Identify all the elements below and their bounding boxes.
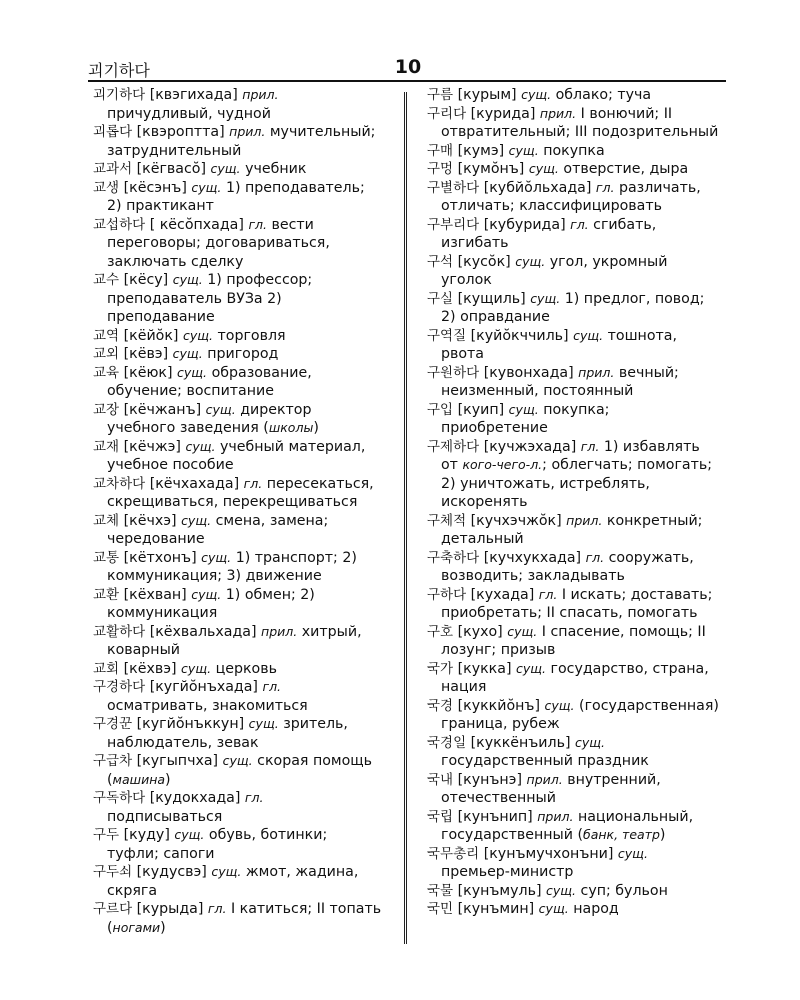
- dictionary-entry: [93, 623, 383, 660]
- entry-definition: осматривать, знакомиться: [107, 697, 308, 714]
- entry-definition: подписываться: [107, 808, 223, 825]
- entry-definition: государство, страна, нация: [441, 660, 709, 695]
- entry-part-of-speech: прил.: [229, 124, 266, 139]
- entry-transcription: [кучхэчжŏк]: [470, 512, 562, 529]
- running-header-word: 괴기하다: [88, 61, 150, 80]
- entry-transcription: [кёчжэ]: [123, 438, 181, 455]
- entry-definition: различать, отличать; классифицировать: [441, 179, 701, 214]
- entry-transcription: [куйŏкччиль]: [470, 327, 569, 344]
- dictionary-entry: [93, 715, 383, 752]
- dictionary-entry: [93, 160, 383, 179]
- dictionary-entry: [427, 160, 719, 179]
- dictionary-entry: [93, 549, 383, 586]
- entry-headword: 구제하다: [427, 438, 480, 455]
- page-header: [88, 56, 726, 82]
- entry-headword: 교장: [93, 401, 120, 418]
- entry-part-of-speech: сущ.: [177, 364, 208, 380]
- dictionary-entry: [427, 734, 719, 771]
- entry-definition: 1) транспорт; 2) коммуникация; 3) движение: [107, 549, 357, 584]
- entry-definition: конкретный; детальный: [441, 512, 703, 547]
- entry-headword: 구원하다: [427, 364, 480, 381]
- entry-definition: 1) обмен; 2) коммуникация: [107, 586, 315, 621]
- entry-definition: облако; туча: [555, 87, 652, 103]
- dictionary-entry: [427, 142, 719, 161]
- entry-definition: учебный материал, учебное пособие: [107, 438, 366, 473]
- dictionary-entry: [427, 586, 719, 623]
- entry-part-of-speech: гл.: [243, 475, 263, 491]
- entry-part-of-speech: сущ.: [174, 827, 205, 842]
- entry-definition: мучительный; затруднительный: [107, 124, 376, 159]
- entry-part-of-speech: сущ.: [546, 882, 577, 898]
- entry-headword: 괴롭다: [93, 124, 133, 140]
- entry-part-of-speech: сущ.: [248, 716, 279, 731]
- column-divider: [404, 92, 407, 944]
- entry-part-of-speech: сущ.: [521, 87, 552, 102]
- entry-headword: 구매: [427, 142, 454, 159]
- entry-part-of-speech: гл.: [248, 216, 267, 232]
- entry-transcription: [куду]: [123, 827, 170, 843]
- entry-definition: сооружать, возводить; закладывать: [441, 549, 694, 584]
- entry-headword: 국내: [427, 771, 454, 788]
- entry-part-of-speech: сущ.: [181, 512, 212, 528]
- entry-definition: народ: [573, 901, 619, 917]
- dictionary-entry: [427, 216, 719, 253]
- entry-headword: 구부리다: [427, 216, 480, 233]
- dictionary-entry: [427, 771, 719, 808]
- entry-headword: 교과서: [93, 161, 133, 177]
- entry-transcription: [кугыпчха]: [136, 753, 219, 769]
- entry-definition: угол, укромный уголок: [441, 253, 668, 288]
- entry-part-of-speech: сущ.: [191, 179, 222, 195]
- entry-transcription: [кунъмуль]: [457, 882, 542, 899]
- entry-definition-tail: ): [165, 771, 171, 788]
- entry-headword: 구름: [427, 87, 454, 103]
- entry-headword: 구입: [427, 401, 454, 418]
- entry-headword: 교육: [93, 364, 120, 381]
- entry-headword: 교활하다: [93, 623, 146, 640]
- entry-part-of-speech: прил.: [537, 808, 574, 824]
- entry-part-of-speech: гл.: [585, 549, 605, 565]
- dictionary-entry: [427, 179, 719, 216]
- entry-transcription: [кувонхада]: [483, 364, 574, 381]
- entry-definition: 1) избавлять от: [441, 438, 700, 473]
- entry-transcription: [курым]: [457, 87, 517, 103]
- dictionary-entry: [427, 882, 719, 901]
- dictionary-entry: [427, 808, 719, 845]
- right-column: [427, 86, 719, 919]
- dictionary-entry: [427, 549, 719, 586]
- entry-part-of-speech: сущ.: [544, 697, 575, 713]
- entry-part-of-speech: прил.: [261, 623, 298, 639]
- dictionary-entry: [427, 86, 719, 105]
- entry-part-of-speech: прил.: [242, 87, 279, 102]
- entry-headword: 구석: [427, 253, 454, 270]
- entry-part-of-speech: сущ.: [617, 845, 648, 861]
- entry-usage-note: ногами: [112, 919, 161, 935]
- entry-part-of-speech: гл.: [595, 179, 615, 195]
- entry-part-of-speech: сущ.: [191, 586, 222, 602]
- entry-transcription: [кёхвэ]: [123, 660, 177, 677]
- entry-headword: 교섭하다: [93, 216, 146, 233]
- entry-definition: 1) предлог, повод; 2) оправдание: [441, 290, 705, 325]
- entry-headword: 구역질: [427, 327, 467, 344]
- entry-part-of-speech: сущ.: [508, 142, 539, 158]
- entry-headword: 구급차: [93, 753, 133, 769]
- entry-transcription: [кёгвасŏ]: [136, 161, 206, 177]
- entry-transcription: [кёчхэ]: [123, 512, 177, 529]
- entry-part-of-speech: сущ.: [575, 734, 606, 750]
- entry-part-of-speech: гл.: [207, 901, 227, 916]
- entry-headword: 교수: [93, 272, 120, 288]
- dictionary-entry: [427, 290, 719, 327]
- entry-part-of-speech: сущ.: [201, 549, 232, 565]
- entry-part-of-speech: сущ.: [222, 753, 253, 768]
- entry-headword: 교역: [93, 327, 120, 344]
- dictionary-entry: [427, 105, 719, 142]
- entry-part-of-speech: сущ.: [172, 272, 203, 287]
- dictionary-entry: [93, 752, 383, 789]
- entry-headword: 구독하다: [93, 790, 146, 806]
- entry-definition: I искать; доставать; приобретать; II спасать, помогать: [441, 586, 713, 621]
- dictionary-entry: [93, 660, 383, 679]
- entry-part-of-speech: гл.: [580, 438, 600, 454]
- dictionary-entry: [93, 586, 383, 623]
- entry-headword: 국무총리: [427, 845, 480, 862]
- entry-transcription: [кумŏнъ]: [457, 161, 525, 177]
- entry-transcription: [кудокхада]: [149, 790, 241, 806]
- dictionary-entry: [427, 660, 719, 697]
- entry-headword: 구리다: [427, 105, 467, 122]
- dictionary-entry: [93, 179, 383, 216]
- entry-definition: пригород: [207, 346, 279, 362]
- entry-headword: 구실: [427, 290, 454, 307]
- entry-definition: церковь: [215, 660, 277, 677]
- entry-transcription: [кучжэхада]: [483, 438, 577, 455]
- dictionary-entry: [93, 438, 383, 475]
- entry-definition-tail: ): [313, 420, 319, 436]
- entry-headword: 국가: [427, 660, 454, 677]
- entry-transcription: [кубурида]: [483, 216, 566, 233]
- entry-headword: 교재: [93, 438, 120, 455]
- entry-transcription: [кёхван]: [123, 586, 187, 603]
- entry-headword: 교차하다: [93, 475, 146, 492]
- entry-definition-tail: ): [160, 919, 166, 936]
- entry-definition: скорая помощь (: [107, 753, 373, 788]
- entry-definition: 1) преподаватель; 2) практикант: [107, 179, 365, 214]
- entry-part-of-speech: сущ.: [528, 161, 559, 176]
- entry-transcription: [кугйŏнъккун]: [136, 716, 245, 732]
- entry-headword: 구하다: [427, 586, 467, 603]
- entry-headword: 구두: [93, 827, 120, 843]
- entry-transcription: [кёсу]: [123, 272, 169, 288]
- entry-transcription: [кумэ]: [457, 142, 505, 159]
- entry-headword: 교외: [93, 346, 120, 362]
- entry-definition: вечный; неизменный, постоянный: [441, 364, 679, 399]
- entry-transcription: [кудусвэ]: [136, 864, 207, 880]
- dictionary-entry: [427, 364, 719, 401]
- dictionary-entry: [93, 271, 383, 327]
- entry-part-of-speech: сущ.: [516, 660, 547, 676]
- entry-headword: 국립: [427, 808, 454, 825]
- entry-part-of-speech: сущ.: [210, 161, 241, 176]
- entry-definition: причудливый, чудной: [107, 105, 271, 122]
- entry-transcription: [кунъмин]: [457, 901, 535, 917]
- entry-transcription: [кучхукхада]: [483, 549, 582, 566]
- dictionary-entry: [427, 900, 719, 919]
- entry-headword: 교생: [93, 179, 120, 196]
- entry-transcription: [кусŏк]: [457, 253, 511, 270]
- entry-transcription: [кёвэ]: [123, 346, 169, 362]
- entry-headword: 교체: [93, 512, 120, 529]
- entry-headword: 구축하다: [427, 549, 480, 566]
- entry-definition-tail: ; облегчать; помогать; 2) уничтожать, истреблять, искоренять: [441, 457, 713, 510]
- entry-transcription: [кунъмучхонъни]: [483, 845, 614, 862]
- entry-transcription: [квэроптта]: [136, 124, 225, 140]
- entry-part-of-speech: сущ.: [182, 327, 213, 343]
- entry-part-of-speech: сущ.: [508, 401, 539, 417]
- entry-part-of-speech: сущ.: [573, 327, 604, 343]
- entry-transcription: [куккйŏнъ]: [457, 697, 540, 714]
- dictionary-entry: [93, 86, 383, 123]
- entry-definition: суп; бульон: [580, 882, 668, 899]
- entry-part-of-speech: сущ.: [185, 438, 216, 454]
- entry-part-of-speech: прил.: [578, 364, 615, 380]
- dictionary-entry: [427, 845, 719, 882]
- entry-transcription: [кубйŏльхада]: [483, 179, 592, 196]
- dictionary-entry: [93, 327, 383, 346]
- entry-definition: I спасение, помощь; II лозунг; призыв: [441, 623, 706, 658]
- entry-transcription: [кёчхахада]: [149, 475, 240, 492]
- dictionary-entry: [427, 697, 719, 734]
- entry-transcription: [квэгихада]: [149, 87, 238, 103]
- entry-part-of-speech: гл.: [244, 790, 264, 805]
- entry-definition: образование, обучение; воспитание: [107, 364, 312, 399]
- entry-part-of-speech: сущ.: [172, 346, 203, 361]
- entry-definition-tail: ): [659, 827, 666, 843]
- entry-definition: жмот, жадина, скряга: [107, 864, 359, 899]
- entry-definition: хитрый, коварный: [107, 623, 362, 658]
- entry-transcription: [кухада]: [470, 586, 535, 603]
- entry-definition: покупка: [543, 142, 605, 159]
- entry-headword: 국경일: [427, 734, 467, 751]
- entry-definition: торговля: [217, 327, 286, 344]
- entry-part-of-speech: сущ.: [211, 864, 242, 879]
- entry-headword: 괴기하다: [93, 87, 146, 103]
- entry-part-of-speech: гл.: [262, 679, 282, 694]
- left-column: [93, 86, 383, 937]
- entry-headword: 구경하다: [93, 679, 146, 695]
- dictionary-entry: [427, 401, 719, 438]
- entry-part-of-speech: прил.: [539, 105, 577, 121]
- entry-part-of-speech: сущ.: [181, 660, 212, 676]
- entry-definition: зритель, наблюдатель, зевак: [107, 716, 348, 751]
- entry-usage-note: машина: [112, 771, 166, 787]
- entry-headword: 구호: [427, 623, 454, 640]
- entry-headword: 교회: [93, 660, 120, 677]
- dictionary-entry: [427, 327, 719, 364]
- entry-definition: вести переговоры; договариваться, заключать сделку: [107, 216, 330, 270]
- dictionary-entry: [93, 678, 383, 715]
- entry-transcription: [кугйŏнъхада]: [149, 679, 258, 695]
- entry-definition: (государственная) граница, рубеж: [441, 697, 719, 732]
- entry-transcription: [кукка]: [457, 660, 512, 677]
- entry-definition: государственный праздник: [441, 753, 649, 769]
- dictionary-entry: [93, 123, 383, 160]
- entry-part-of-speech: гл.: [570, 216, 589, 232]
- dictionary-entry: [93, 364, 383, 401]
- dictionary-entry: [93, 863, 383, 900]
- entry-transcription: [куип]: [457, 401, 505, 418]
- entry-transcription: [кёхвальхада]: [149, 623, 257, 640]
- entry-definition: тошнота, рвота: [441, 327, 677, 362]
- entry-transcription: [кунънэ]: [457, 771, 523, 788]
- entry-part-of-speech: прил.: [566, 512, 603, 528]
- entry-headword: 구두쇠: [93, 864, 133, 880]
- entry-part-of-speech: сущ.: [205, 401, 236, 417]
- entry-transcription: [курида]: [470, 105, 536, 122]
- dictionary-entry: [93, 789, 383, 826]
- entry-usage-note: школы: [268, 420, 314, 435]
- entry-headword: 국경: [427, 697, 454, 714]
- entry-headword: 구체적: [427, 512, 467, 529]
- entry-definition: сгибать, изгибать: [441, 216, 657, 251]
- entry-definition: обувь, ботинки; туфли; сапоги: [107, 827, 328, 862]
- entry-usage-note: банк, театр: [583, 827, 660, 842]
- entry-definition: пересекаться, скрещиваться, перекрещиваться: [107, 475, 374, 510]
- entry-part-of-speech: сущ.: [507, 623, 538, 639]
- entry-transcription: [кёйŏк]: [123, 327, 179, 344]
- entry-definition: I катиться; II топать (: [107, 901, 382, 936]
- entry-part-of-speech: сущ.: [530, 290, 561, 306]
- entry-headword: 구별하다: [427, 179, 480, 196]
- dictionary-entry: [427, 512, 719, 549]
- dictionary-entry: [427, 438, 719, 512]
- entry-transcription: [кунънип]: [457, 808, 533, 825]
- dictionary-entry: [93, 512, 383, 549]
- dictionary-entry: [93, 345, 383, 364]
- entry-definition: отверстие, дыра: [563, 161, 689, 177]
- entry-definition: национальный, государственный (: [441, 808, 694, 843]
- header-rule: [88, 80, 726, 82]
- entry-definition: покупка; приобретение: [441, 401, 610, 436]
- entry-part-of-speech: прил.: [526, 771, 563, 787]
- page-number: 10: [394, 56, 422, 78]
- entry-transcription: [ кёсŏпхада]: [149, 216, 244, 233]
- entry-definition: учебник: [245, 161, 307, 177]
- entry-transcription: [куккёнъиль]: [470, 734, 571, 751]
- entry-headword: 구경꾼: [93, 716, 133, 732]
- entry-definition: премьер-министр: [441, 864, 574, 880]
- dictionary-entry: [93, 401, 383, 438]
- dictionary-entry: [93, 900, 383, 937]
- entry-headword: 국물: [427, 882, 454, 899]
- entry-transcription: [кущиль]: [457, 290, 526, 307]
- entry-definition: 1) профессор; преподаватель ВУЗа 2) преподавание: [107, 272, 313, 325]
- entry-transcription: [кёюк]: [123, 364, 173, 381]
- dictionary-entry: [93, 216, 383, 272]
- entry-transcription: [курыда]: [136, 901, 204, 917]
- entry-headword: 교통: [93, 549, 120, 566]
- entry-definition: смена, замена; чередование: [107, 512, 329, 547]
- entry-part-of-speech: гл.: [538, 586, 558, 602]
- entry-part-of-speech: сущ.: [538, 901, 569, 916]
- entry-headword: 국민: [427, 901, 454, 917]
- dictionary-entry: [427, 623, 719, 660]
- entry-transcription: [кёчжанъ]: [123, 401, 202, 418]
- entry-transcription: [кёсэнъ]: [123, 179, 187, 196]
- entry-part-of-speech: сущ.: [515, 253, 546, 269]
- dictionary-entry: [93, 826, 383, 863]
- entry-transcription: [кётхонъ]: [123, 549, 197, 566]
- dictionary-entry: [427, 253, 719, 290]
- entry-headword: 구멍: [427, 161, 454, 177]
- entry-headword: 교환: [93, 586, 120, 603]
- entry-headword: 구르다: [93, 901, 133, 917]
- entry-definition: I вонючий; II отвратительный; III подозрительный: [441, 105, 719, 140]
- entry-definition: внутренний, отечественный: [441, 771, 661, 806]
- entry-transcription: [кухо]: [457, 623, 503, 640]
- entry-definition: директор учебного заведения (: [107, 401, 312, 436]
- dictionary-entry: [93, 475, 383, 512]
- entry-usage-note: кого-чего-л.: [462, 457, 543, 472]
